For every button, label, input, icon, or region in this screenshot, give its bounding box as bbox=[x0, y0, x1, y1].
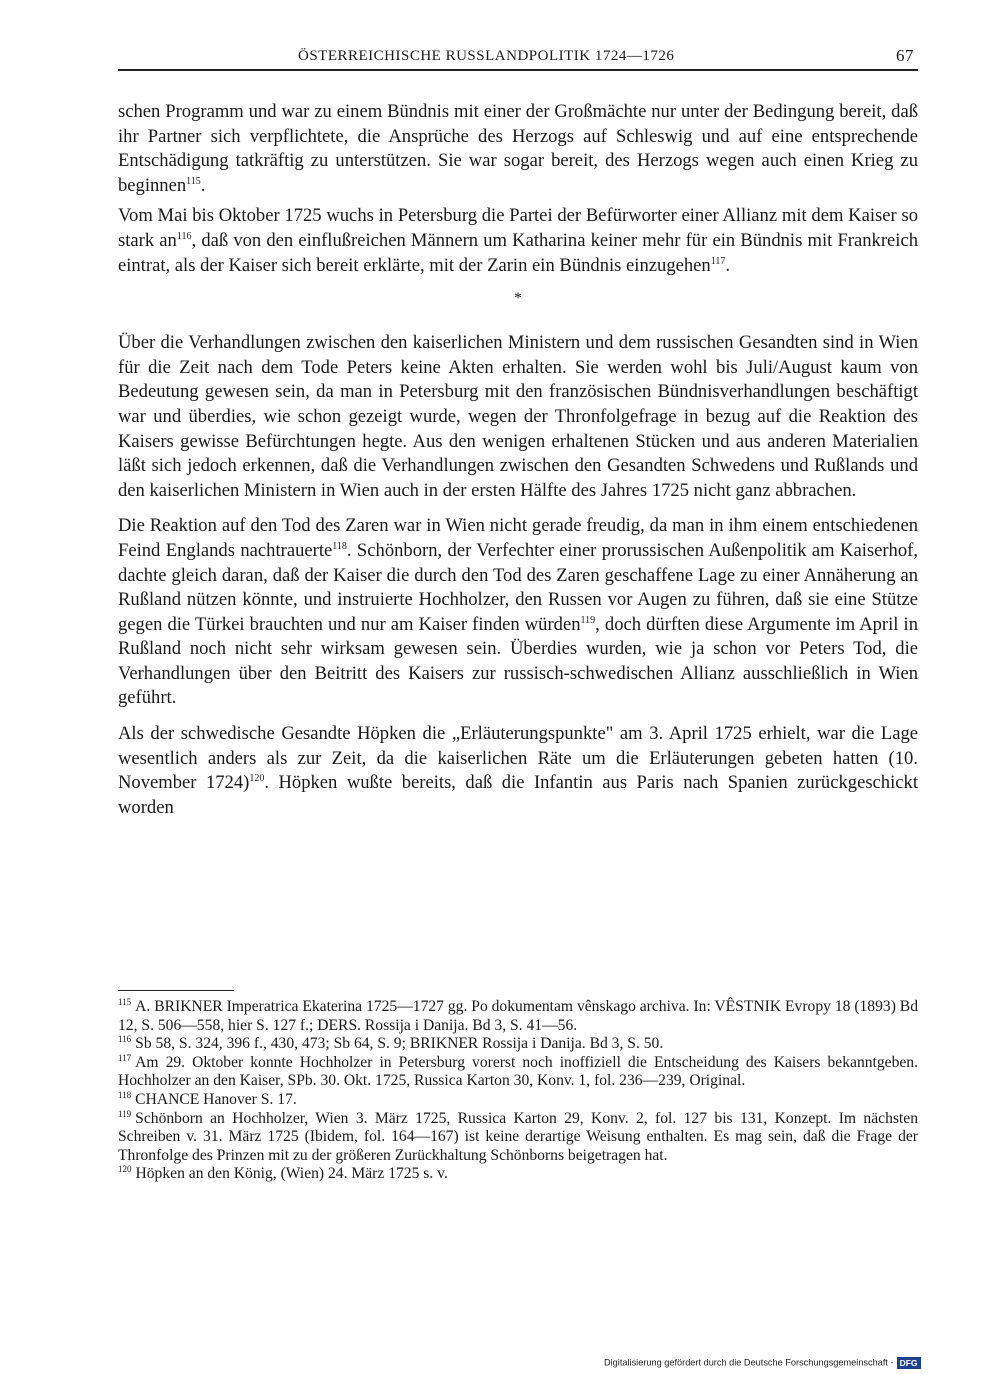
paragraph-5: Als der schwedische Gesandte Höpken die „Erläuterungspunkte" am 3. April 1725 erhielt, war die Lage wesentlich anders als zur Zeit, da die kaiserlichen Räte um die Erläuterungen gebeten hatten (10. November 1724)$^{120}$. Höpken wußte bereits, daß die Infantin aus Paris nach Spanien zurückgeschickt worden bbox=[118, 723, 918, 818]
credit-text: Digitalisierung gefördert durch die Deutsche Forschungsgemeinschaft - bbox=[604, 1357, 894, 1368]
paragraph-2: Vom Mai bis Oktober 1725 wuchs in Petersburg die Partei der Befürworter einer Allianz mit dem Kaiser so stark $an^{116}$, daß von den einflußreichen Männern um Katharina keiner mehr für ein Bündnis mit Frankreich eintrat, als der Kaiser sich bereit erklärte, mit der Zarin ein Bündnis einzugehen$^{117}$. bbox=[118, 205, 918, 276]
page-number: 67 bbox=[896, 46, 914, 65]
footnote-120: $^{120}$ Höpken an den König, (Wien) 24. März 1725 s. v. bbox=[118, 1164, 448, 1183]
footnote-119: $^{119}$ Schönborn an Hochholzer, Wien 3. März 1725, Russica Karton 29, Konv. 2, fol. 127 bis 131, Konzept. Im nächsten Schreiben v. 31. März 1725 (Ibidem, fol. 164—167) ist keine derartige Weisung enthalten. Es mag sein, daß die Frage der Thronfolge des Prinzen mit zu der größeren Zurückhaltung Schönborns beigetragen hat. bbox=[118, 1108, 918, 1164]
footnote-ref-116[interactable]: 116 bbox=[176, 230, 192, 242]
main-text bbox=[118, 100, 918, 831]
paragraph-4: Die Reaktion auf den Tod des Zaren war in Wien nicht gerade freudig, da man in ihm einem entschiedenen Feind Englands nachtrauerte$^{118}$. Schönborn, der Verfechter einer prorussischen Außenpolitik am Kaiserhof, dachte gleich daran, daß der Kaiser die durch den Tod des Zaren geschaffene Lage zu einer Annäherung an Rußland nützen könnte, und instruierte Hochholzer, den Russen vor Augen zu führen, daß sie eine Stütze gegen die Türkei brauchten und nur am Kaiser finden würden$^{119}$, doch dürften diese Argumente im April in Rußland noch nicht sehr wirksam gewesen sein. Überdies wurden, wie ja schon vor Peters Tod, die Verhandlungen über den Beitritt des Kaisers zur russisch-schwedischen Allianz ausschließlich in Wien geführt. bbox=[118, 515, 918, 709]
footnote-118: $^{118}$ CHANCE Hanover S. 17. bbox=[118, 1089, 297, 1108]
digitization-credit bbox=[604, 1357, 994, 1371]
header-rule bbox=[118, 69, 918, 71]
section-divider: * bbox=[514, 290, 522, 308]
paragraph-1: schen Programm und war zu einem Bündnis mit einer der Großmächte nur unter der Bedingung bereit, daß ihr Partner sich verpflichtete, die Ansprüche des Herzogs auf Schleswig und auf eine entsprechende Entschädigung tatkräftig zu unterstützen. Sie war sogar bereit, des Herzogs wegen auch einen Krieg zu beginnen$^{115}$. bbox=[118, 101, 918, 196]
footnote-ref-119[interactable]: 119 bbox=[580, 614, 596, 626]
footnote-ref-117[interactable]: 117 bbox=[710, 255, 726, 267]
paragraph-3: Über die Verhandlungen zwischen den kaiserlichen Ministern und dem russischen Gesandten sind in Wien für die Zeit nach dem Tode Peters keine Akten erhalten. Sie werden wohl bis Juli/August kaum von Bedeutung gewesen sein, da man in Petersburg mit den französischen Bündnisverhandlungen beschäftigt war und überdies, wie schon gezeigt wurde, wegen der Thronfolgefrage in bezug auf die Reaktion des Kaisers gewisse Befürchtungen hegte. Aus den wenigen erhaltenen Stücken und aus anderen Materialien läßt sich jedoch erkennen, daß die Verhandlungen zwischen den Gesandten Schwedens und Rußlands und den kaiserlichen Ministern in Wien auch in der ersten Hälfte des Jahres 1725 nicht ganz abbrachen. bbox=[118, 332, 918, 501]
footnotes bbox=[118, 998, 918, 1184]
footnote-116: $^{116}$ Sb 58, S. 324, 396 f., 430, 473; Sb 64, S. 9; BRIKNER Rossija i Danija. Bd 3, S. 50. bbox=[118, 1034, 664, 1053]
running-header bbox=[118, 46, 918, 68]
footnote-rule bbox=[118, 990, 234, 991]
running-title: ÖSTERREICHISCHE RUSSLANDPOLITIK 1724—1726 bbox=[298, 48, 675, 64]
dfg-logo: DFG bbox=[897, 1357, 921, 1369]
footnote-117: $^{117}$ Am 29. Oktober konnte Hochholzer in Petersburg vorerst noch inoffiziell die Entscheidung des Kaisers bekanntgeben. Hochholzer an den Kaiser, SPb. 30. Okt. 1725, Russica Karton 30, Konv. 1, fol. 236—239, Original. bbox=[118, 1052, 918, 1090]
footnote-ref-120[interactable]: 120 bbox=[249, 773, 265, 785]
footnote-ref-115[interactable]: 115 bbox=[186, 175, 201, 187]
footnote-115: $^{115}$ A. BRIKNER Imperatrica Ekaterina 1725—1727 gg. Po dokumentam vênskago archiva. In: VÊSTNIK Evropy 18 (1893) Bd 12, S. 506—558, hier S. 127 f.; DERS. Rossija i Danija. Bd 3, S. 41—56. bbox=[118, 997, 918, 1034]
footnote-ref-118[interactable]: 118 bbox=[332, 540, 347, 552]
